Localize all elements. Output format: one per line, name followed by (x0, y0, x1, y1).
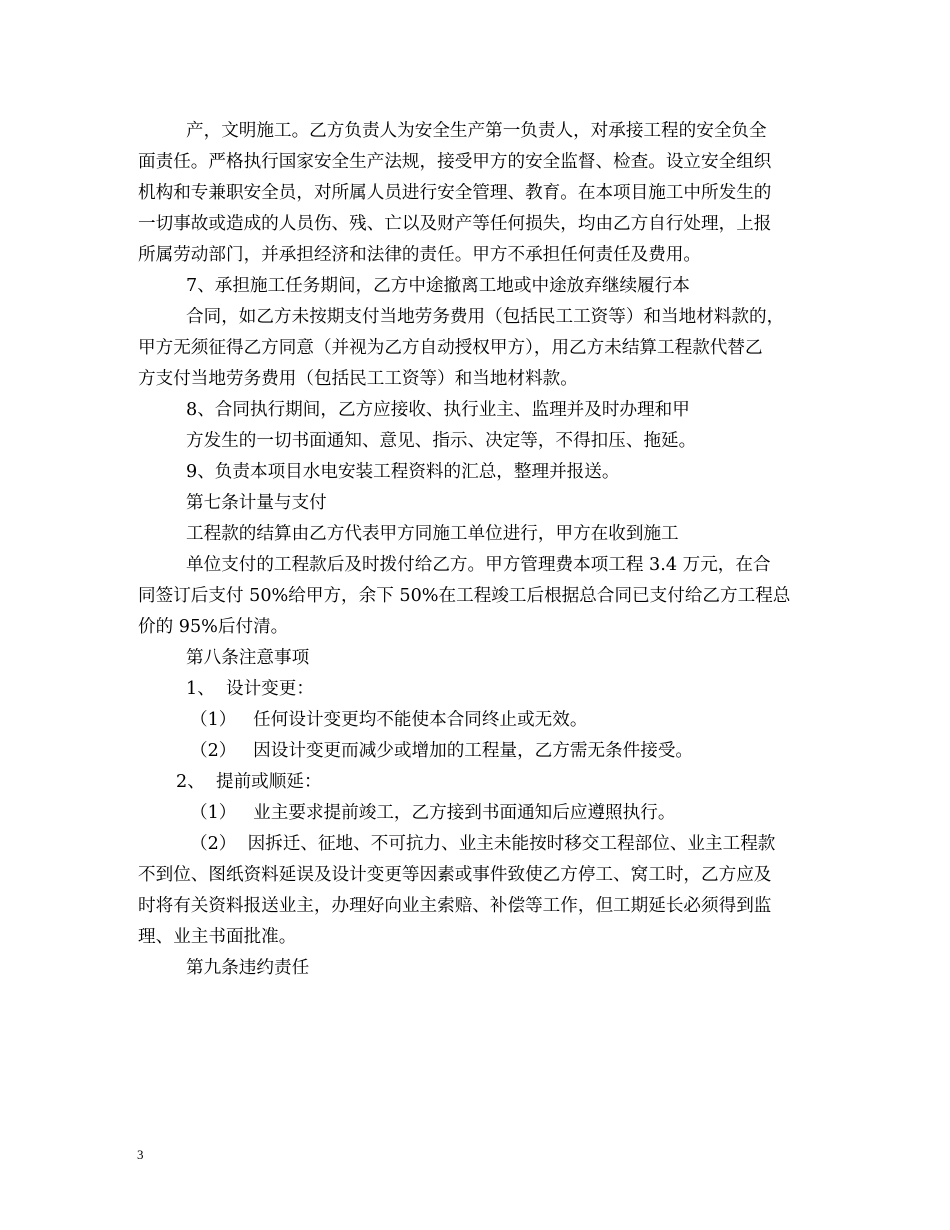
paragraph-line: 工程款的结算由乙方代表甲方同施工单位进行，甲方在收到施工 (186, 524, 679, 544)
paragraph-line: 方支付当地劳务费用（包括民工工资等）和当地材料款。 (138, 369, 578, 389)
list-item: 2、 提前或顺延： (176, 772, 322, 792)
paragraph-line: 面责任。严格执行国家安全生产法规，接受甲方的安全监督、检查。设立安全组织 (138, 152, 772, 172)
paragraph-line: 9、负责本项目水电安装工程资料的汇总，整理并报送。 (186, 462, 620, 482)
list-item: （2） 因拆迁、征地、不可抗力、业主未能按时移交工程部位、业主工程款 (190, 834, 776, 854)
paragraph-line: 机构和专兼职安全员，对所属人员进行安全管理、教育。在本项目施工中所发生的 (138, 183, 772, 203)
page-number: 3 (137, 1147, 144, 1162)
paragraph-line: 价的 95%后付清。 (138, 617, 289, 637)
paragraph-line: 所属劳动部门，并承担经济和法律的责任。甲方不承担任何责任及费用。 (138, 245, 702, 265)
paragraph-line: 一切事故或造成的人员伤、残、亡以及财产等任何损失，均由乙方自行处理，上报 (138, 214, 772, 234)
list-item: （2） 因设计变更而减少或增加的工程量，乙方需无条件接受。 (190, 741, 694, 761)
paragraph-line: 8、合同执行期间，乙方应接收、执行业主、监理并及时办理和甲 (186, 400, 690, 420)
paragraph-line: 时将有关资料报送业主，办理好向业主索赔、补偿等工作，但工期延长必须得到监 (138, 896, 772, 916)
paragraph-line: 方发生的一切书面通知、意见、指示、决定等，不得扣压、拖延。 (186, 431, 697, 451)
paragraph-line: 单位支付的工程款后及时拨付给乙方。甲方管理费本项工程 3.4 万元，在合 (186, 555, 771, 575)
paragraph-line: 甲方无须征得乙方同意（并视为乙方自动授权甲方），用乙方未结算工程款代替乙 (138, 338, 763, 358)
list-item: 1、 设计变更： (186, 679, 314, 699)
paragraph-line: 理、业主书面批准。 (138, 927, 297, 947)
section-heading: 第七条计量与支付 (186, 493, 327, 513)
paragraph-line: 不到位、图纸资料延误及设计变更等因素或事件致使乙方停工、窝工时，乙方应及 (138, 865, 772, 885)
paragraph-line: 产，文明施工。乙方负责人为安全生产第一负责人，对承接工程的安全负全 (186, 121, 767, 141)
paragraph-line: 同签订后支付 50%给甲方，余下 50%在工程竣工后根据总合同已支付给乙方工程总 (138, 586, 791, 606)
section-heading: 第八条注意事项 (186, 648, 310, 668)
section-heading: 第九条违约责任 (186, 958, 310, 978)
list-item: （1） 任何设计变更均不能使本合同终止或无效。 (190, 710, 588, 730)
paragraph-line: 7、承担施工任务期间，乙方中途撤离工地或中途放弃继续履行本 (186, 276, 690, 296)
list-item: （1） 业主要求提前竣工，乙方接到书面通知后应遵照执行。 (190, 803, 676, 823)
paragraph-line: 合同，如乙方未按期支付当地劳务费用（包括民工工资等）和当地材料款的， (186, 307, 785, 327)
